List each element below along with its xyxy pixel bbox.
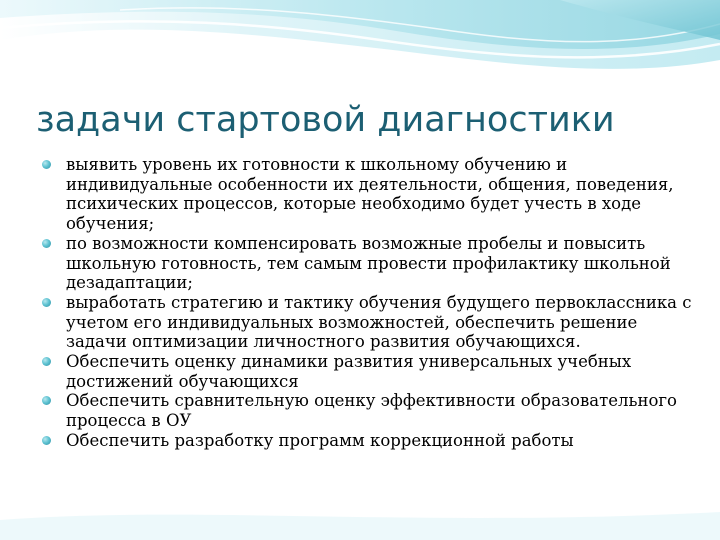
bullet-icon [42,298,51,307]
bullet-icon [42,160,51,169]
list-item [42,155,702,234]
list-item [42,293,702,352]
list-item [42,431,702,451]
bullet-icon [42,396,51,405]
list-item-text: выявить уровень их готовности к школьному обучению и индивидуальные особенности их деятельности, общения, поведения, психических процессов, которые необходимо будет учесть в ходе обучения; [66,155,674,234]
list-item-text: выработать стратегию и тактику обучения будущего первоклассника с учетом его индивидуальных возможностей, обеспечить решение задачи оптимизации личностного развития обучающихся. [66,292,692,352]
list-item-text: Обеспечить сравнительную оценку эффективности образовательного процесса в ОУ [66,391,677,431]
list-item [42,391,702,430]
wave-bottom-band [0,512,720,540]
slide-title: задачи стартовой диагностики [36,100,615,140]
list-item [42,352,702,391]
task-list [42,155,702,451]
list-item-text: Обеспечить оценку динамики развития универсальных учебных достижений обучающихся [66,352,632,391]
bullet-icon [42,239,51,248]
list-item-text: Обеспечить разработку программ коррекционной работы [66,430,574,450]
bullet-icon [42,436,51,445]
list-item [42,234,702,293]
bullet-icon [42,357,51,366]
list-item-text: по возможности компенсировать возможные пробелы и повысить школьную готовность, тем самым провести профилактику школьной дезадаптации; [66,233,671,293]
